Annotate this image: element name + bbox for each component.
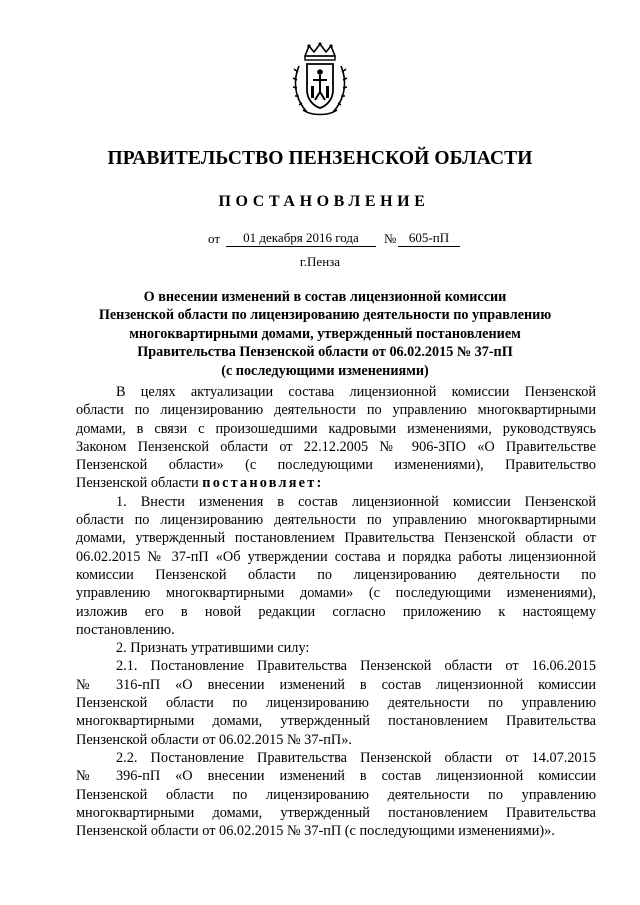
city: г.Пенза (299, 254, 341, 269)
item2-1-line: 2.1. Постановление Правительства Пензенской области от 16.06.2015 (116, 658, 596, 675)
item1-line: постановлению. (76, 621, 175, 638)
preamble-line: домами, в связи с произошедшими кадровыми изменениями, руководствуясь (76, 420, 596, 437)
document-number: 605-пП (398, 231, 460, 247)
item1-line: управлению многоквартирными домами» (с последующими изменениями), (76, 585, 596, 602)
preamble-line: области по лицензированию деятельности по управлению многоквартирными (76, 402, 596, 419)
government-title: ПРАВИТЕЛЬСТВО ПЕНЗЕНСКОЙ ОБЛАСТИ (107, 148, 533, 169)
heading-line: Пензенской области по лицензированию деятельности по управлению (98, 307, 552, 324)
document-date: 01 декабря 2016 года (226, 231, 376, 247)
resolves-keyword: постановляет: (202, 475, 324, 492)
preamble-line: В целях актуализации состава лицензионной комиссии Пензенской (116, 384, 596, 400)
item1-line: области по лицензированию деятельности по управлению многоквартирными (76, 512, 596, 529)
item2-1-line: Пензенской области по лицензированию деятельности по управлению (76, 695, 596, 712)
item1-line: комиссии Пензенской области по лицензированию деятельности по (76, 566, 596, 583)
heading-line: (с последующими изменениями) (221, 362, 429, 379)
preamble-line: Пензенской области» (с последующими изменениями), Правительство (76, 457, 596, 474)
item2-2-line: 2.2. Постановление Правительства Пензенской области от 14.07.2015 (116, 749, 596, 766)
preamble-prefix: Пензенской области (76, 475, 203, 492)
document-heading (60, 288, 590, 380)
date-prefix: от (208, 231, 221, 246)
document-type: ПОСТАНОВЛЕНИЕ (218, 193, 430, 210)
item1-line: домами, утвержденный постановлением Правительства Пензенской области от (76, 530, 596, 547)
item2-2-line: Пензенской области от 06.02.2015 № 37-пП (с последующими изменениями)». (76, 823, 555, 840)
item2-2-line: Пензенской области по лицензированию деятельности по управлению (76, 786, 596, 803)
heading-line: О внесении изменений в состав лицензионной комиссии (143, 289, 507, 305)
penza-region-coat-of-arms-icon (291, 42, 349, 118)
number-prefix: № (384, 231, 397, 246)
heading-line: многоквартирными домами, утвержденный постановлением (129, 325, 521, 342)
item2-1-line: № 316-пП «О внесении изменений в состав лицензионной комиссии (76, 676, 596, 693)
preamble-line: Законом Пензенской области от 22.12.2005 № 906-ЗПО «О Правительстве (76, 438, 596, 455)
heading-line: Правительства Пензенской области от 06.02.2015 № 37-пП (137, 344, 513, 361)
item1-line: 06.02.2015 № 37-пП «Об утверждении состава и порядка работы лицензионной (76, 548, 596, 565)
item2-line: 2. Признать утратившими силу: (116, 640, 310, 657)
item2-2-line: № 396-пП «О внесении изменений в состав лицензионной комиссии (76, 768, 596, 785)
item2-1-line: Пензенской области от 06.02.2015 № 37-пП». (76, 731, 352, 748)
item1-line: изложив его в новой редакции согласно приложению к настоящему (76, 603, 596, 620)
item2-2-line: многоквартирными домами, утвержденный постановлением Правительства (76, 804, 596, 821)
preamble-line (76, 474, 596, 492)
item1-line: 1. Внести изменения в состав лицензионной комиссии Пензенской (116, 493, 596, 510)
item2-1-line: многоквартирными домами, утвержденный постановлением Правительства (76, 713, 596, 730)
document-body (76, 383, 596, 840)
